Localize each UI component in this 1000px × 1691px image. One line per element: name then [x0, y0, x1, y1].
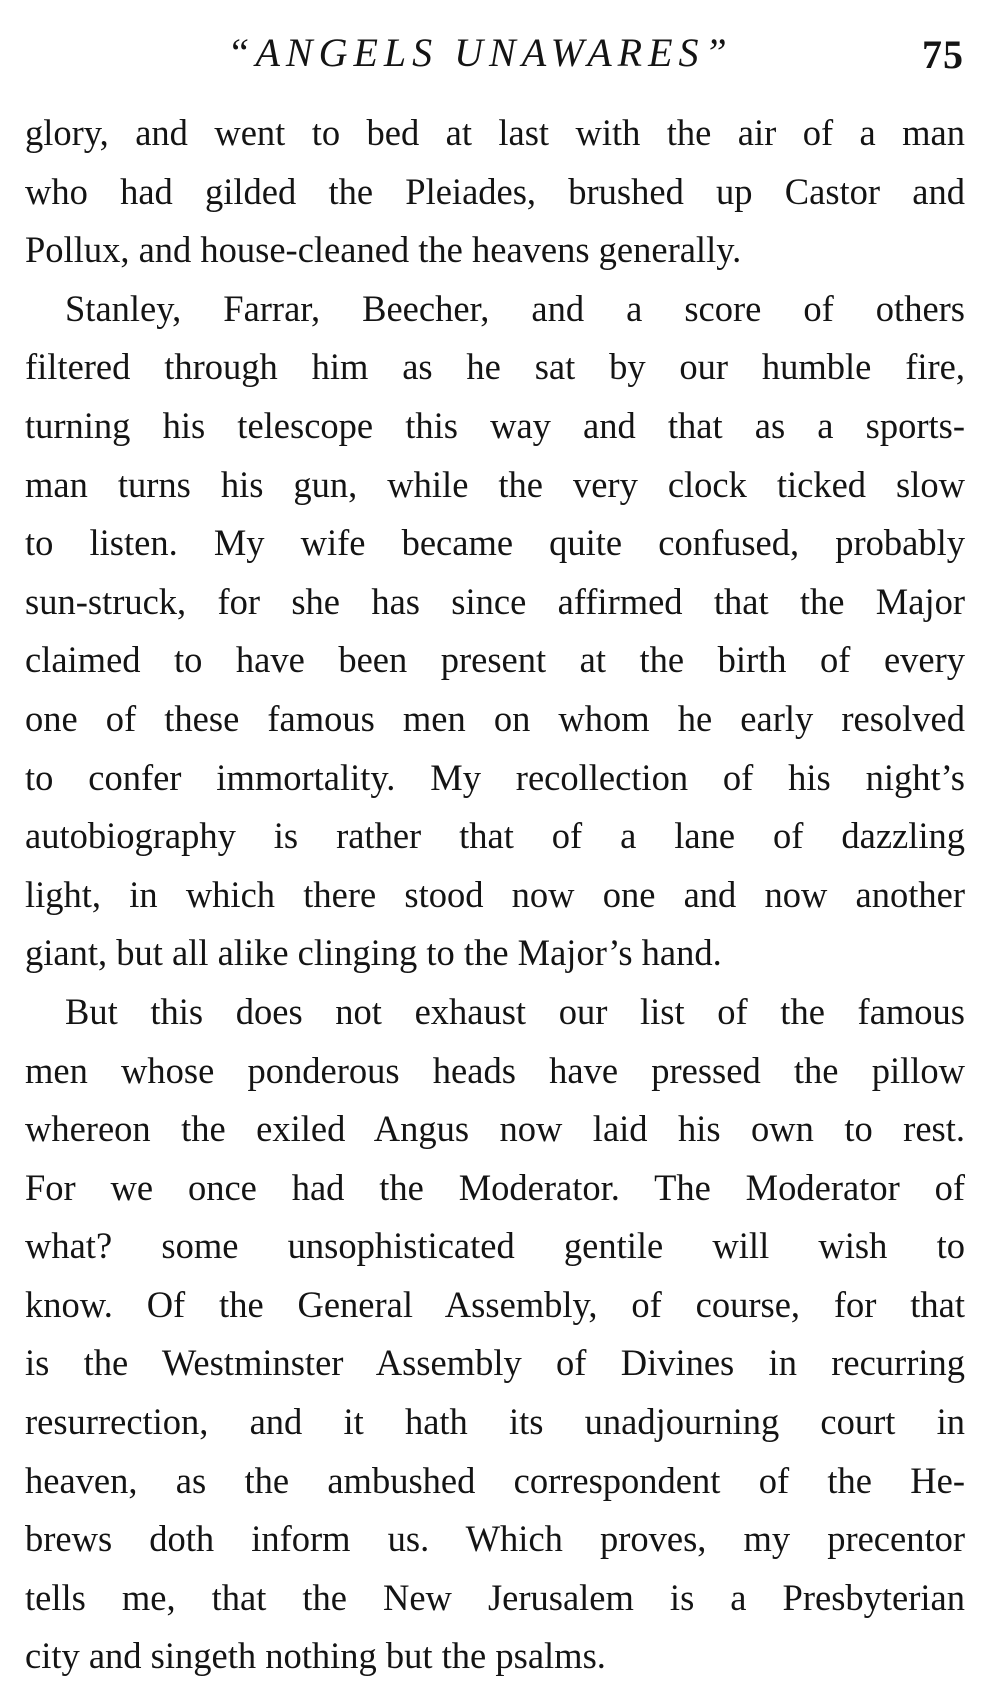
- text-line: resurrection, and it hath its unadjourning court in: [25, 1401, 965, 1443]
- text-line: Stanley, Farrar, Beecher, and a score of others: [65, 287, 965, 329]
- running-head: [0, 24, 1000, 82]
- text-line: brews doth inform us. Which proves, my precentor: [25, 1518, 965, 1560]
- text-line: sun-struck, for she has since affirmed that the Major: [25, 580, 965, 622]
- text-line: For we once had the Moderator. The Moderator of: [25, 1166, 965, 1208]
- text-line: giant, but all alike clinging to the Major’s hand.: [25, 932, 722, 974]
- paragraph-2: [25, 280, 965, 983]
- text-line: who had gilded the Pleiades, brushed up Castor and: [25, 170, 965, 212]
- text-line: man turns his gun, while the very clock ticked slow: [25, 463, 965, 505]
- text-line: know. Of the General Assembly, of course, for that: [25, 1283, 965, 1325]
- text-line: one of these famous men on whom he early resolved: [25, 697, 965, 739]
- text-line: light, in which there stood now one and now another: [25, 873, 965, 915]
- paragraph-3: [25, 983, 965, 1686]
- text-line: what? some unsophisticated gentile will wish to: [25, 1225, 965, 1267]
- text-line: Pollux, and house-cleaned the heavens generally.: [25, 229, 742, 271]
- text-line: But this does not exhaust our list of the famous: [65, 990, 965, 1032]
- text-line: whereon the exiled Angus now laid his own to rest.: [25, 1108, 965, 1150]
- text-line: glory, and went to bed at last with the air of a man: [25, 112, 965, 153]
- text-line: is the Westminster Assembly of Divines in recurring: [25, 1342, 965, 1384]
- text-line: heaven, as the ambushed correspondent of the He-: [25, 1459, 965, 1501]
- text-line: claimed to have been present at the birth of every: [25, 639, 965, 681]
- body-text: [25, 104, 965, 1686]
- text-line: autobiography is rather that of a lane of dazzling: [25, 815, 965, 857]
- text-line: tells me, that the New Jerusalem is a Presbyterian: [25, 1576, 965, 1618]
- text-line: city and singeth nothing but the psalms.: [25, 1635, 606, 1677]
- page-number: 75: [922, 32, 964, 77]
- text-line: to listen. My wife became quite confused, probably: [25, 522, 965, 564]
- running-title: “ANGELS UNAWARES”: [227, 30, 733, 75]
- text-line: men whose ponderous heads have pressed the pillow: [25, 1049, 965, 1091]
- text-line: to confer immortality. My recollection of his night’s: [25, 756, 965, 798]
- text-line: turning his telescope this way and that as a sports-: [25, 404, 965, 446]
- paragraph-1: [25, 104, 965, 280]
- text-line: filtered through him as he sat by our humble fire,: [25, 346, 965, 388]
